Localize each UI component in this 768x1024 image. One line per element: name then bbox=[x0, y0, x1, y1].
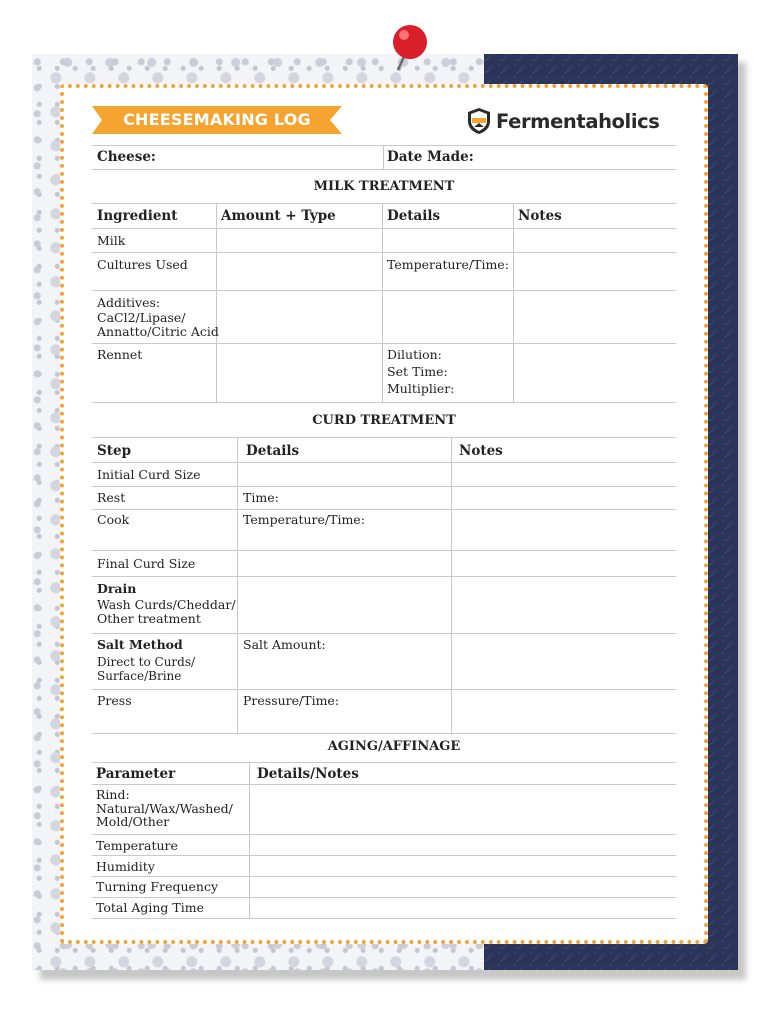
table-rule bbox=[92, 203, 676, 204]
step-salt-surface: Surface/Brine bbox=[97, 669, 182, 683]
table-rule bbox=[92, 633, 676, 634]
step-drain-wash: Wash Curds/Cheddar/ bbox=[97, 597, 236, 612]
table-rule bbox=[237, 437, 238, 733]
table-rule bbox=[92, 437, 676, 438]
step-initial-curd-size: Initial Curd Size bbox=[97, 467, 201, 482]
param-total-aging-time: Total Aging Time bbox=[96, 900, 204, 915]
column-header-notes: Notes bbox=[518, 208, 562, 224]
table-rule bbox=[383, 145, 384, 169]
salt-amount-details: Salt Amount: bbox=[243, 637, 326, 652]
step-final-curd-size: Final Curd Size bbox=[97, 556, 196, 571]
step-press: Press bbox=[97, 693, 132, 708]
step-drain-other: Other treatment bbox=[97, 611, 201, 626]
table-rule bbox=[92, 897, 676, 898]
cheese-label: Cheese: bbox=[97, 149, 156, 165]
table-rule bbox=[92, 576, 676, 577]
table-rule bbox=[451, 437, 452, 733]
brand-logo bbox=[466, 106, 660, 136]
table-rule bbox=[92, 486, 676, 487]
table-rule bbox=[92, 252, 676, 253]
rennet-multiplier: Multiplier: bbox=[387, 381, 455, 396]
table-rule bbox=[92, 509, 676, 510]
table-rule bbox=[92, 228, 676, 229]
rennet-dilution: Dilution: bbox=[387, 347, 442, 362]
curd-treatment-title: CURD TREATMENT bbox=[312, 413, 456, 428]
date-made-label: Date Made: bbox=[387, 149, 474, 165]
step-cook: Cook bbox=[97, 512, 130, 527]
table-rule bbox=[92, 733, 676, 734]
ingredient-additives: Additives: CaCl2/Lipase/ Annatto/Citric Acid bbox=[97, 295, 219, 339]
table-rule bbox=[513, 203, 514, 402]
table-rule bbox=[382, 203, 383, 402]
column-header-parameter: Parameter bbox=[96, 766, 176, 782]
table-rule bbox=[92, 402, 676, 403]
column-header-ingredient: Ingredient bbox=[97, 208, 178, 224]
step-rest: Rest bbox=[97, 490, 126, 505]
param-humidity: Humidity bbox=[96, 859, 155, 874]
push-pin-icon bbox=[388, 22, 432, 74]
table-rule bbox=[92, 784, 676, 785]
table-rule bbox=[92, 343, 676, 344]
rennet-set-time: Set Time: bbox=[387, 364, 448, 379]
table-rule bbox=[92, 834, 676, 835]
ingredient-rennet: Rennet bbox=[97, 347, 143, 362]
cook-details: Temperature/Time: bbox=[243, 512, 365, 527]
column-header-notes: Notes bbox=[459, 443, 503, 459]
press-details: Pressure/Time: bbox=[243, 693, 340, 708]
cultures-details: Temperature/Time: bbox=[387, 257, 509, 272]
rest-details: Time: bbox=[243, 490, 279, 505]
param-temperature: Temperature bbox=[96, 838, 178, 853]
title-banner bbox=[92, 106, 342, 134]
column-header-details: Details bbox=[387, 208, 441, 224]
page-title: CHEESEMAKING LOG bbox=[123, 110, 311, 129]
table-rule bbox=[92, 145, 676, 146]
step-drain: Drain bbox=[97, 581, 137, 596]
column-header-details-notes: Details/Notes bbox=[257, 766, 359, 782]
param-rind: Rind: Natural/Wax/Washed/ Mold/Other bbox=[96, 787, 233, 829]
table-rule bbox=[92, 762, 676, 763]
brand-name: Fermentaholics bbox=[496, 109, 660, 133]
column-header-step: Step bbox=[97, 443, 132, 459]
table-rule bbox=[92, 290, 676, 291]
table-rule bbox=[249, 762, 250, 918]
step-salt-method: Salt Method bbox=[97, 637, 183, 652]
aging-title: AGING/AFFINAGE bbox=[327, 739, 461, 754]
column-header-amount-type: Amount + Type bbox=[221, 208, 336, 224]
step-salt-direct: Direct to Curds/ bbox=[97, 655, 196, 669]
table-rule bbox=[92, 169, 676, 170]
ingredient-cultures: Cultures Used bbox=[97, 257, 188, 272]
milk-treatment-title: MILK TREATMENT bbox=[313, 179, 455, 194]
ingredient-milk: Milk bbox=[97, 233, 126, 248]
table-rule bbox=[92, 918, 676, 919]
shield-logo-icon bbox=[466, 107, 492, 135]
param-turning-frequency: Turning Frequency bbox=[96, 879, 219, 894]
table-rule bbox=[92, 462, 676, 463]
table-rule bbox=[92, 855, 676, 856]
table-rule bbox=[92, 876, 676, 877]
column-header-details: Details bbox=[246, 443, 300, 459]
table-rule bbox=[92, 550, 676, 551]
table-rule bbox=[92, 689, 676, 690]
